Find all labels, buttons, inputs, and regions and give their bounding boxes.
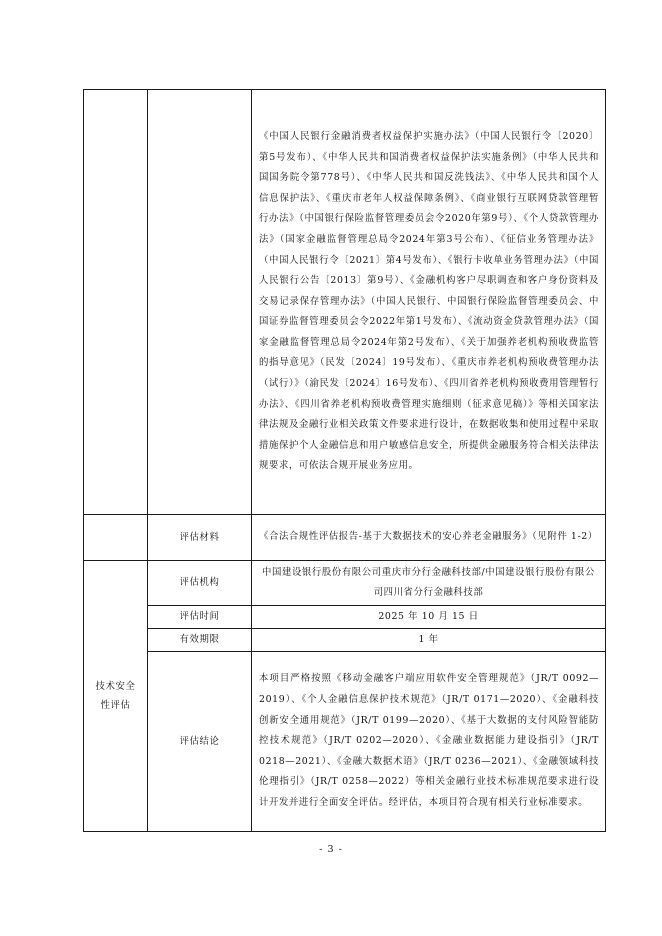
time-content-cell	[252, 606, 606, 629]
conclusion-label-cell	[148, 652, 252, 832]
institution-label: 评估机构	[179, 577, 220, 588]
institution-row	[84, 561, 606, 606]
materials-label-cell	[148, 515, 252, 561]
category-label: 技术安全性评估	[95, 681, 136, 711]
institution-value: 中国建设银行股份有限公司重庆市分行金融科技部/中国建设银行股份有限公司四川省分行金融科技部	[262, 567, 595, 598]
conclusion-label: 评估结论	[179, 735, 220, 747]
validity-content-cell	[252, 629, 606, 652]
validity-row	[84, 629, 606, 652]
legal-basis-row	[84, 90, 606, 515]
legal-basis-label-cell	[148, 90, 252, 515]
category-cell	[84, 561, 148, 832]
conclusion-value: 本项目严格按照《移动金融客户端应用软件安全管理规范》（JR/T 0092—2019）、《个人金融信息保护技术规范》（JR/T 0171—2020）、《金融科技创新安全通用规范》（JR/T 0199—2020）、《基于大数据的支付风险智能防控技术规范》（JR/T 0202—2020）、《金融业数据能力建设指引》（JR/T 0218—2021）、《金融大数据术语》（JR/T 0236—2021）、《金融领域科技伦理指引》（JR/T 0258—2022）等相关金融行业技术标准规范要求进行设计开发并进行全面安全评估。经评估，本项目符合现有相关行业标准要求。	[259, 673, 599, 808]
validity-label: 有效期限	[179, 634, 220, 645]
materials-content-cell	[252, 515, 606, 561]
legal-basis-paragraph: 《中国人民银行金融消费者权益保护实施办法》（中国人民银行令〔2020〕第5号发布）、《中华人民共和国消费者权益保护法实施条例》（中华人民共和国国务院令第778号）、《中华人民共和国反洗钱法》、《中华人民共和国个人信息保护法》、《重庆市老年人权益保障条例》、《商业银行互联网贷款管理暂行办法》（中国银行保险监督管理委员会令2020年第9号）、《个人贷款管理办法》（国家金融监督管理总局令2024年第3号公布）、《征信业务管理办法》（中国人民银行令〔2021〕第4号发布）、《银行卡收单业务管理办法》（中国人民银行公告〔2013〕第9号）、《金融机构客户尽职调查和客户身份资料及交易记录保存管理办法》（中国人民银行、中国银行保险监督管理委员会、中国证券监督管理委员会令2022年第1号发布）、《流动资金贷款管理办法》（国家金融监督管理总局令2024年第2号发布）、《关于加强养老机构预收费监管的指导意见》（民发〔2024〕19号发布）、《重庆市养老机构预收费管理办法（试行）》（渝民发〔2024〕16号发布）、《四川省养老机构预收费用管理暂行办法》、《四川省养老机构预收费管理实施细则（征求意见稿）》等相关国家法律法规及金融行业相关政策文件要求进行设计，在数据收集和使用过程中采取措施保护个人金融信息和用户敏感信息安全，所提供金融服务符合相关法律法规要求，可依法合规开展业务应用。	[259, 130, 599, 472]
assessment-table	[83, 89, 606, 832]
time-value: 2025 年 10 月 15 日	[378, 611, 479, 622]
time-label: 评估时间	[179, 611, 220, 622]
legal-basis-content-cell	[252, 90, 606, 515]
time-row	[84, 606, 606, 629]
institution-content-cell	[252, 561, 606, 606]
validity-label-cell	[148, 629, 252, 652]
materials-label: 评估材料	[179, 531, 220, 543]
page-number: - 3 -	[319, 844, 343, 855]
legal-basis-category-cell	[84, 90, 148, 515]
materials-row	[84, 515, 606, 561]
institution-label-cell	[148, 561, 252, 606]
time-label-cell	[148, 606, 252, 629]
conclusion-content-cell	[252, 652, 606, 832]
materials-category-cell	[84, 515, 148, 561]
materials-value: 《合法合规性评估报告-基于大数据技术的安心养老金融服务》（见附件 1-2）	[259, 531, 598, 543]
conclusion-row	[84, 652, 606, 832]
validity-value: 1 年	[418, 634, 439, 645]
